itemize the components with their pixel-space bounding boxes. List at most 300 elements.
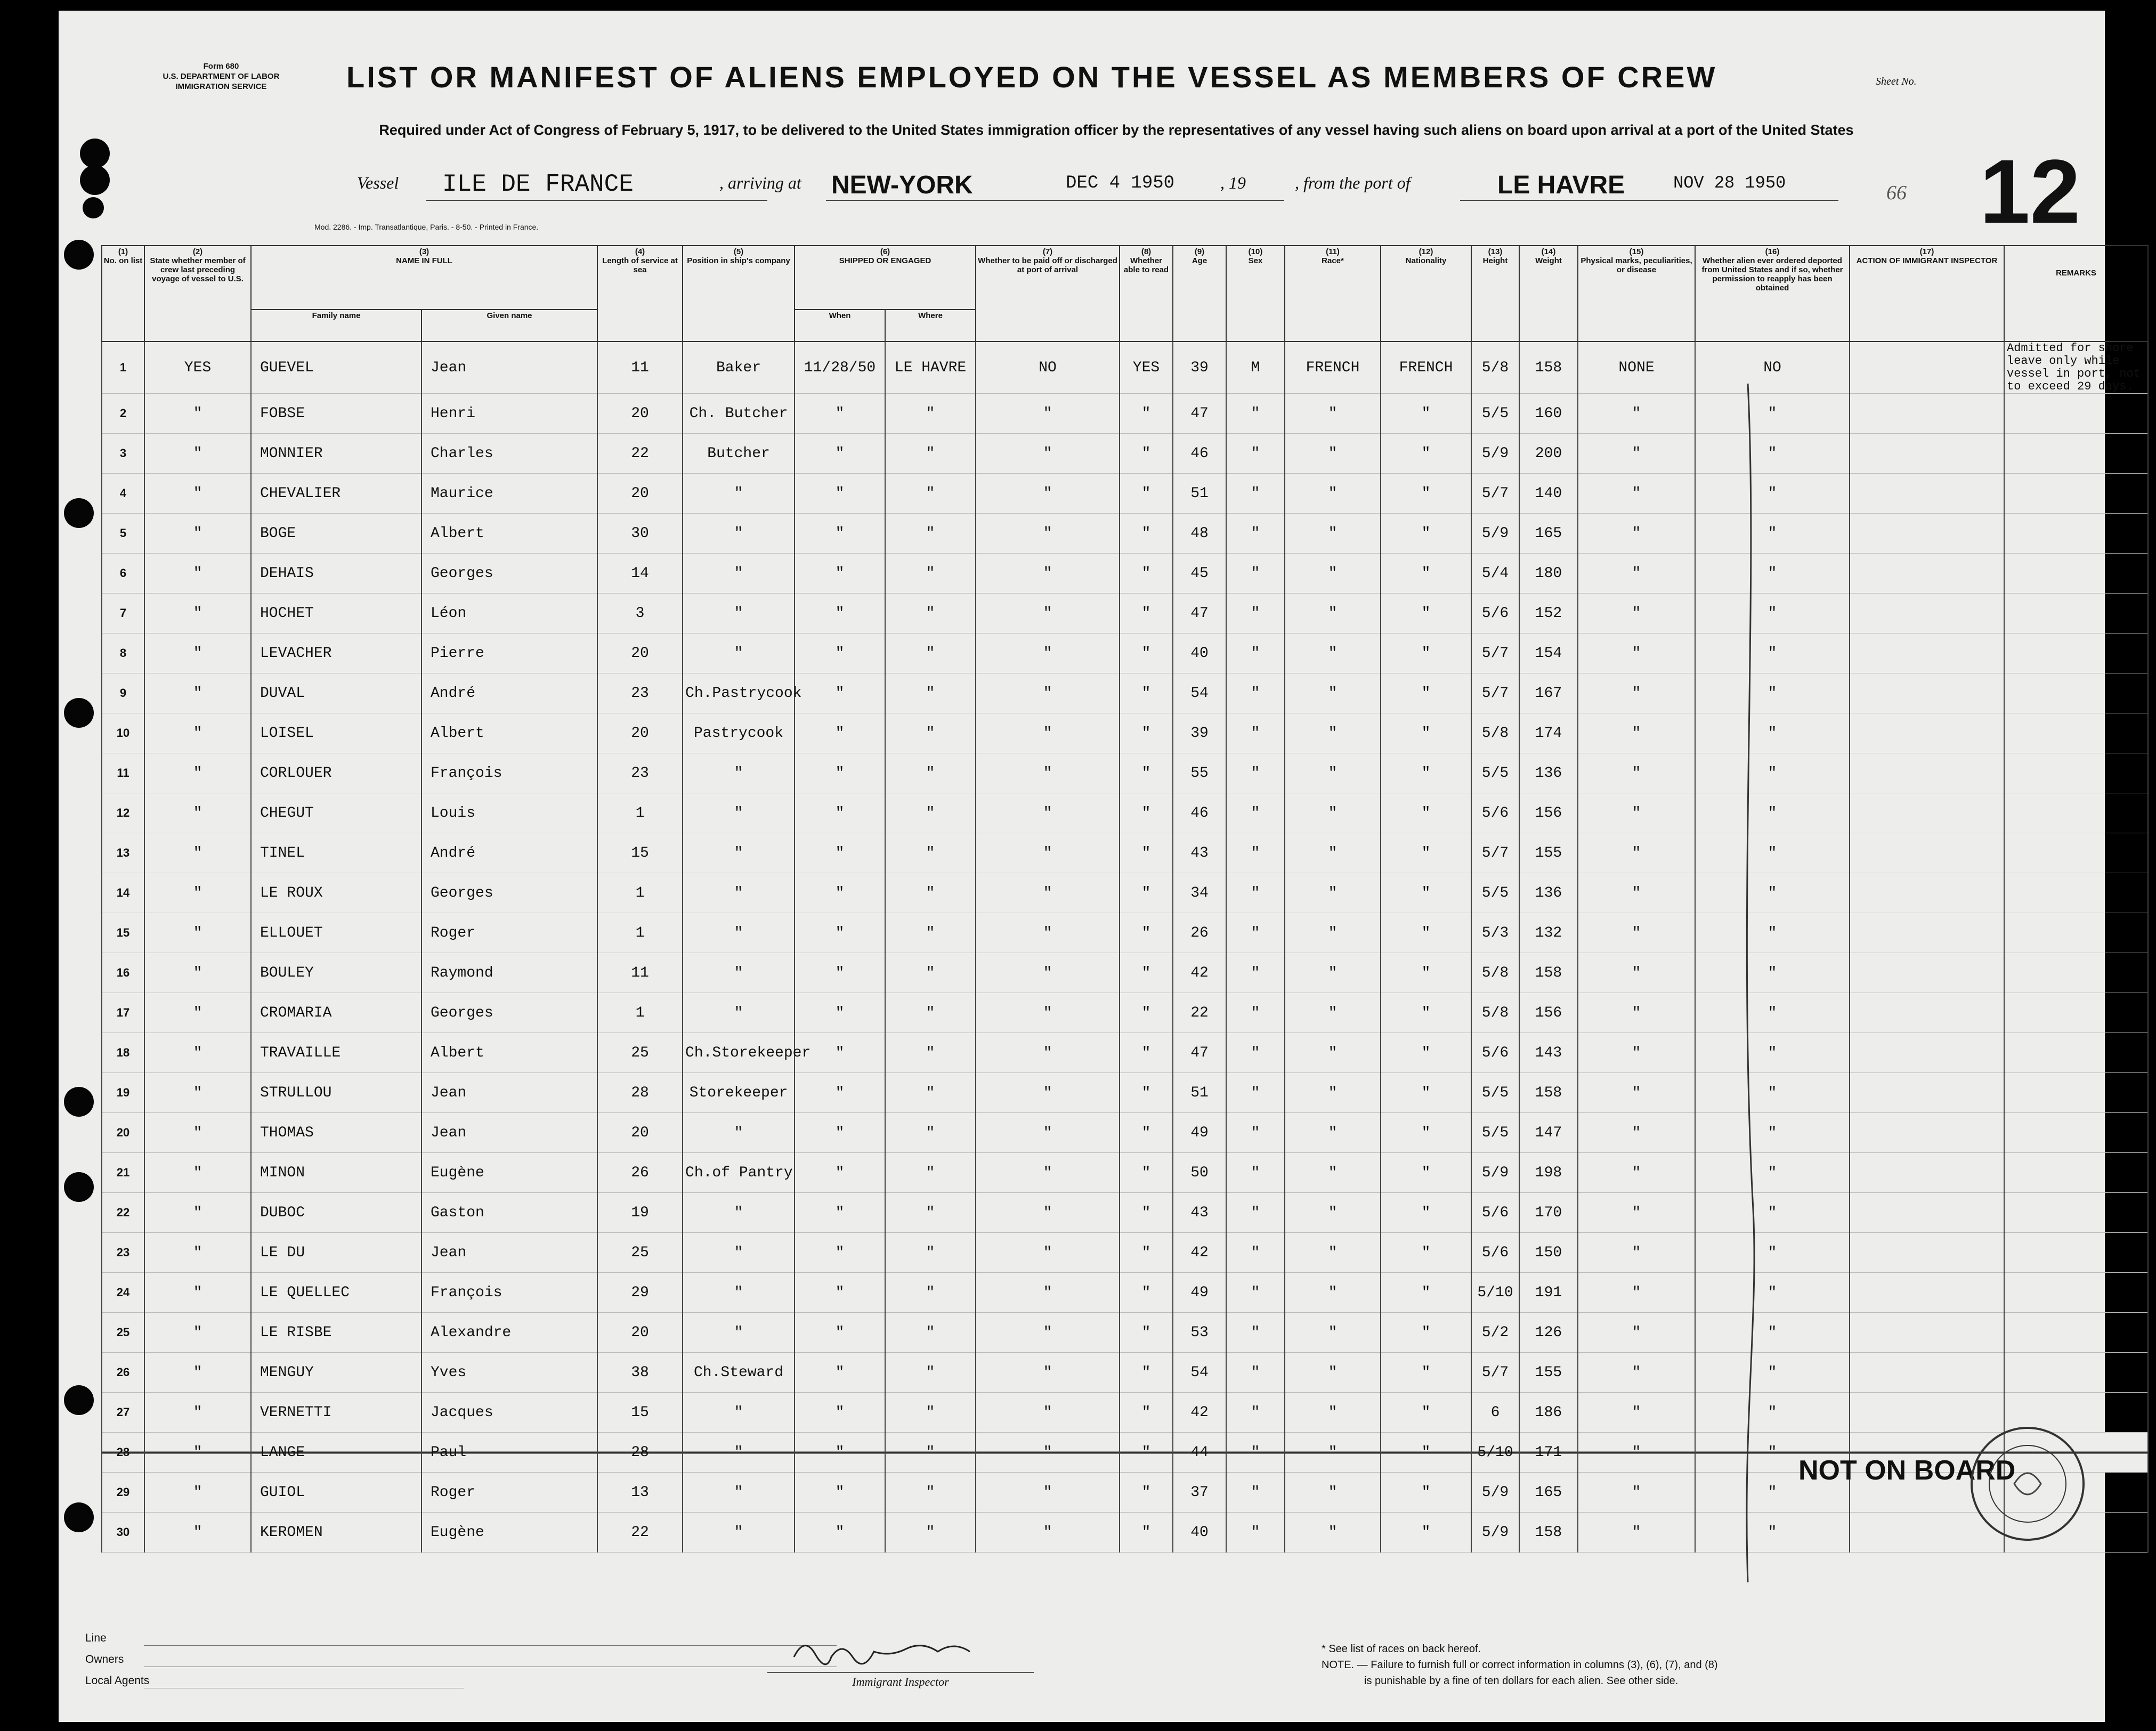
row-number-cell: 19 (102, 1073, 144, 1113)
age-cell: 22 (1173, 993, 1226, 1033)
nationality-cell: " (1381, 1233, 1471, 1273)
sub-header: Family name (251, 310, 422, 342)
race-cell: " (1285, 793, 1381, 833)
shipped-where-cell: " (885, 953, 976, 993)
able-to-read-cell: " (1120, 793, 1173, 833)
weight-cell: 158 (1519, 1513, 1578, 1553)
service-length-cell: 11 (597, 342, 683, 394)
age-cell: 40 (1173, 1513, 1226, 1553)
row-number-cell: 12 (102, 793, 144, 833)
weight-cell: 154 (1519, 633, 1578, 673)
able-to-read-cell: " (1120, 1313, 1173, 1353)
position-cell: " (683, 1193, 795, 1233)
inspector-action-cell (1850, 873, 2004, 913)
shipped-where-cell: " (885, 1433, 976, 1473)
given-name-cell: Louis (422, 793, 597, 833)
shipped-when-cell: " (795, 953, 885, 993)
prev-voyage-cell: " (144, 873, 251, 913)
sex-cell: " (1226, 1473, 1285, 1513)
sex-cell: " (1226, 993, 1285, 1033)
family-name-cell: KEROMEN (251, 1513, 422, 1553)
col-header: (16) Whether alien ever ordered deported from United States and if so, whether permission to reapply has been obtained (1695, 246, 1850, 342)
shipped-where-cell: " (885, 1193, 976, 1233)
nationality-cell: " (1381, 1313, 1471, 1353)
manifest-sheet (59, 11, 2141, 1722)
paid-off-cell: " (976, 793, 1120, 833)
nationality-cell: " (1381, 913, 1471, 953)
nationality-cell: " (1381, 1473, 1471, 1513)
position-cell: " (683, 1473, 795, 1513)
age-cell: 54 (1173, 1353, 1226, 1393)
service-length-cell: 26 (597, 1153, 683, 1193)
paid-off-cell: " (976, 1073, 1120, 1113)
service-length-cell: 28 (597, 1433, 683, 1473)
nationality-cell: " (1381, 1113, 1471, 1153)
table-row (102, 514, 2148, 554)
able-to-read-cell: " (1120, 913, 1173, 953)
given-name-cell: Albert (422, 713, 597, 753)
service-length-cell: 3 (597, 594, 683, 633)
physical-marks-cell: " (1578, 673, 1695, 713)
sex-cell: " (1226, 1113, 1285, 1153)
service-length-cell: 15 (597, 1393, 683, 1433)
remarks-cell (2004, 993, 2148, 1033)
race-cell: " (1285, 1073, 1381, 1113)
vessel-name: ILE DE FRANCE (442, 170, 634, 198)
remarks-cell (2004, 554, 2148, 594)
position-cell: Baker (683, 342, 795, 394)
nationality-cell: " (1381, 514, 1471, 554)
sex-cell: " (1226, 713, 1285, 753)
deported-cell: " (1695, 793, 1850, 833)
able-to-read-cell: " (1120, 1153, 1173, 1193)
table-row (102, 342, 2148, 394)
nationality-cell: " (1381, 833, 1471, 873)
family-name-cell: LE ROUX (251, 873, 422, 913)
weight-cell: 160 (1519, 394, 1578, 434)
position-cell: " (683, 1313, 795, 1353)
paid-off-cell: " (976, 1353, 1120, 1393)
service-length-cell: 20 (597, 1313, 683, 1353)
table-row (102, 1073, 2148, 1113)
col-header: (4) Length of service at sea (597, 246, 683, 342)
remarks-cell (2004, 753, 2148, 793)
race-cell: " (1285, 1033, 1381, 1073)
able-to-read-cell: " (1120, 713, 1173, 753)
remarks-cell (2004, 633, 2148, 673)
weight-cell: 150 (1519, 1233, 1578, 1273)
row-number-cell: 21 (102, 1153, 144, 1193)
sex-cell: " (1226, 394, 1285, 434)
weight-cell: 180 (1519, 554, 1578, 594)
age-cell: 37 (1173, 1473, 1226, 1513)
height-cell: 5/5 (1471, 394, 1519, 434)
weight-cell: 132 (1519, 913, 1578, 953)
table-row (102, 873, 2148, 913)
service-length-cell: 13 (597, 1473, 683, 1513)
prev-voyage-cell: " (144, 1313, 251, 1353)
deported-cell: " (1695, 1473, 1850, 1513)
col-header: (12) Nationality (1381, 246, 1471, 342)
shipped-where-cell: " (885, 633, 976, 673)
given-name-cell: Albert (422, 1033, 597, 1073)
remarks-cell (2004, 833, 2148, 873)
paid-off-cell: " (976, 474, 1120, 514)
nationality-cell: " (1381, 993, 1471, 1033)
col-header: (6) SHIPPED OR ENGAGED (795, 246, 976, 310)
family-name-cell: TINEL (251, 833, 422, 873)
shipped-where-cell: " (885, 913, 976, 953)
table-row (102, 793, 2148, 833)
form-info (149, 61, 293, 92)
able-to-read-cell: " (1120, 514, 1173, 554)
age-cell: 54 (1173, 673, 1226, 713)
row-number-cell: 2 (102, 394, 144, 434)
family-name-cell: LE DU (251, 1233, 422, 1273)
physical-marks-cell: " (1578, 554, 1695, 594)
table-row (102, 474, 2148, 514)
race-cell: " (1285, 753, 1381, 793)
remarks-cell (2004, 474, 2148, 514)
inspector-action-cell (1850, 913, 2004, 953)
sex-cell: " (1226, 554, 1285, 594)
shipped-when-cell: " (795, 633, 885, 673)
service-length-cell: 22 (597, 1513, 683, 1553)
shipped-when-cell: " (795, 1233, 885, 1273)
family-name-cell: LEVACHER (251, 633, 422, 673)
row-number-cell: 20 (102, 1113, 144, 1153)
row-number-cell: 9 (102, 673, 144, 713)
prev-voyage-cell: " (144, 1473, 251, 1513)
able-to-read-cell: " (1120, 394, 1173, 434)
service-length-cell: 20 (597, 1113, 683, 1153)
remarks-cell (2004, 514, 2148, 554)
inspector-action-cell (1850, 342, 2004, 394)
family-name-cell: GUEVEL (251, 342, 422, 394)
given-name-cell: Jean (422, 1233, 597, 1273)
physical-marks-cell: " (1578, 713, 1695, 753)
sex-cell: " (1226, 1033, 1285, 1073)
family-name-cell: MINON (251, 1153, 422, 1193)
remarks-cell (2004, 434, 2148, 474)
inspector-action-cell (1850, 514, 2004, 554)
service-length-cell: 19 (597, 1193, 683, 1233)
paid-off-cell: " (976, 873, 1120, 913)
prev-voyage-cell: " (144, 953, 251, 993)
physical-marks-cell: " (1578, 1033, 1695, 1073)
deported-cell: " (1695, 873, 1850, 913)
paid-off-cell: " (976, 434, 1120, 474)
weight-cell: 165 (1519, 514, 1578, 554)
position-cell: " (683, 793, 795, 833)
table-row (102, 673, 2148, 713)
height-cell: 5/7 (1471, 673, 1519, 713)
deported-cell: " (1695, 1073, 1850, 1113)
deported-cell: " (1695, 434, 1850, 474)
given-name-cell: Henri (422, 394, 597, 434)
shipped-where-cell: " (885, 1233, 976, 1273)
age-cell: 43 (1173, 1193, 1226, 1233)
table-row (102, 434, 2148, 474)
row-number-cell: 24 (102, 1273, 144, 1313)
given-name-cell: Raymond (422, 953, 597, 993)
deported-cell: " (1695, 1513, 1850, 1553)
col-header: (8) Whether able to read (1120, 246, 1173, 342)
age-cell: 47 (1173, 594, 1226, 633)
given-name-cell: Georges (422, 554, 597, 594)
inspector-action-cell (1850, 993, 2004, 1033)
able-to-read-cell: " (1120, 633, 1173, 673)
given-name-cell: Gaston (422, 1193, 597, 1233)
shipped-where-cell: " (885, 1153, 976, 1193)
height-cell: 5/4 (1471, 554, 1519, 594)
position-cell: " (683, 514, 795, 554)
row-number-cell: 15 (102, 913, 144, 953)
weight-cell: 140 (1519, 474, 1578, 514)
race-cell: " (1285, 514, 1381, 554)
col-header: (14) Weight (1519, 246, 1578, 342)
row-number-cell: 26 (102, 1353, 144, 1393)
sex-cell: " (1226, 793, 1285, 833)
sex-cell: " (1226, 873, 1285, 913)
prev-voyage-cell: " (144, 1513, 251, 1553)
service-length-cell: 20 (597, 633, 683, 673)
position-cell: Butcher (683, 434, 795, 474)
deported-cell: " (1695, 514, 1850, 554)
position-cell: " (683, 873, 795, 913)
family-name-cell: STRULLOU (251, 1073, 422, 1113)
sheet-no-label: Sheet No. (1876, 76, 1917, 87)
height-cell: 5/5 (1471, 753, 1519, 793)
weight-cell: 147 (1519, 1113, 1578, 1153)
deported-cell: " (1695, 753, 1850, 793)
age-cell: 45 (1173, 554, 1226, 594)
weight-cell: 186 (1519, 1393, 1578, 1433)
sex-cell: M (1226, 342, 1285, 394)
table-row (102, 1273, 2148, 1313)
col-header: (3) NAME IN FULL (251, 246, 597, 310)
col-header: (13) Height (1471, 246, 1519, 342)
nationality-cell: " (1381, 394, 1471, 434)
race-cell: " (1285, 673, 1381, 713)
height-cell: 5/6 (1471, 1193, 1519, 1233)
deported-cell: " (1695, 1033, 1850, 1073)
row-number-cell: 8 (102, 633, 144, 673)
col-header: (2) State whether member of crew last preceding voyage of vessel to U.S. (144, 246, 251, 342)
row-number-cell: 7 (102, 594, 144, 633)
inspector-action-cell (1850, 753, 2004, 793)
race-cell: " (1285, 394, 1381, 434)
nationality-cell: " (1381, 1393, 1471, 1433)
given-name-cell: Roger (422, 1473, 597, 1513)
col-header: (5) Position in ship's company (683, 246, 795, 342)
prev-voyage-cell: " (144, 434, 251, 474)
position-cell: " (683, 554, 795, 594)
race-cell: " (1285, 594, 1381, 633)
year-label: , 19 (1220, 173, 1246, 192)
service-length-cell: 1 (597, 793, 683, 833)
race-cell: " (1285, 474, 1381, 514)
row-number-cell: 16 (102, 953, 144, 993)
race-cell: " (1285, 1473, 1381, 1513)
family-name-cell: CHEVALIER (251, 474, 422, 514)
table-row (102, 993, 2148, 1033)
position-cell: " (683, 633, 795, 673)
paid-off-cell: " (976, 1273, 1120, 1313)
deported-cell: " (1695, 1113, 1850, 1153)
sex-cell: " (1226, 514, 1285, 554)
col-header: (10) Sex (1226, 246, 1285, 342)
shipped-when-cell: " (795, 673, 885, 713)
nationality-cell: " (1381, 474, 1471, 514)
position-cell: " (683, 913, 795, 953)
deported-cell: " (1695, 913, 1850, 953)
shipped-when-cell: " (795, 394, 885, 434)
shipped-where-cell: " (885, 713, 976, 753)
able-to-read-cell: " (1120, 833, 1173, 873)
service-length-cell: 28 (597, 1073, 683, 1113)
age-cell: 51 (1173, 1073, 1226, 1113)
weight-cell: 158 (1519, 342, 1578, 394)
weight-cell: 191 (1519, 1273, 1578, 1313)
paid-off-cell: " (976, 1313, 1120, 1353)
nationality-cell: " (1381, 1273, 1471, 1313)
inspector-action-cell (1850, 394, 2004, 434)
shipped-where-cell: " (885, 1273, 976, 1313)
remarks-cell (2004, 713, 2148, 753)
race-cell: " (1285, 1393, 1381, 1433)
weight-cell: 143 (1519, 1033, 1578, 1073)
row-number-cell: 13 (102, 833, 144, 873)
family-name-cell: GUIOL (251, 1473, 422, 1513)
shipped-when-cell: " (795, 594, 885, 633)
from-label: , from the port of (1295, 173, 1411, 192)
prev-voyage-cell: " (144, 793, 251, 833)
position-cell: Ch.Steward (683, 1353, 795, 1393)
able-to-read-cell: " (1120, 1353, 1173, 1393)
position-cell: " (683, 1393, 795, 1433)
inspector-action-cell (1850, 474, 2004, 514)
inspector-action-cell (1850, 1193, 2004, 1233)
able-to-read-cell: YES (1120, 342, 1173, 394)
shipped-where-cell: " (885, 1073, 976, 1113)
physical-marks-cell: " (1578, 394, 1695, 434)
punch-hole (64, 240, 94, 270)
paid-off-cell: " (976, 594, 1120, 633)
deported-cell: " (1695, 673, 1850, 713)
deported-cell: " (1695, 833, 1850, 873)
physical-marks-cell: " (1578, 1073, 1695, 1113)
nationality-cell: " (1381, 673, 1471, 713)
position-cell: " (683, 1233, 795, 1273)
inspector-action-cell (1850, 713, 2004, 753)
remarks-cell (2004, 1113, 2148, 1153)
shipped-where-cell: " (885, 1473, 976, 1513)
sheet-number: 12 (1980, 141, 2081, 242)
prev-voyage-cell: " (144, 1393, 251, 1433)
service-length-cell: 1 (597, 913, 683, 953)
given-name-cell: Albert (422, 514, 597, 554)
row-number-cell: 29 (102, 1473, 144, 1513)
height-cell: 5/10 (1471, 1433, 1519, 1473)
height-cell: 5/5 (1471, 873, 1519, 913)
deported-cell: " (1695, 713, 1850, 753)
shipped-when-cell: " (795, 1193, 885, 1233)
sex-cell: " (1226, 1193, 1285, 1233)
physical-marks-cell: " (1578, 1233, 1695, 1273)
remarks-cell (2004, 1273, 2148, 1313)
position-cell: " (683, 594, 795, 633)
physical-marks-cell: " (1578, 1113, 1695, 1153)
remarks-cell (2004, 1233, 2148, 1273)
race-cell: " (1285, 1113, 1381, 1153)
row-number-cell: 3 (102, 434, 144, 474)
sex-cell: " (1226, 833, 1285, 873)
prev-voyage-cell: " (144, 1233, 251, 1273)
inspector-action-cell (1850, 1233, 2004, 1273)
height-cell: 5/5 (1471, 1073, 1519, 1113)
nationality-cell: " (1381, 1193, 1471, 1233)
col-header: (9) Age (1173, 246, 1226, 342)
shipped-when-cell: " (795, 1353, 885, 1393)
shipped-when-cell: " (795, 1073, 885, 1113)
physical-marks-cell: NONE (1578, 342, 1695, 394)
family-name-cell: HOCHET (251, 594, 422, 633)
family-name-cell: LE QUELLEC (251, 1273, 422, 1313)
table-row (102, 1193, 2148, 1233)
inspector-action-cell (1850, 554, 2004, 594)
sex-cell: " (1226, 1393, 1285, 1433)
shipped-when-cell: " (795, 793, 885, 833)
family-name-cell: LANGE (251, 1433, 422, 1473)
remarks-cell (2004, 1193, 2148, 1233)
shipped-when-cell: " (795, 514, 885, 554)
number-66: 66 (1886, 182, 1907, 204)
position-cell: Ch. Butcher (683, 394, 795, 434)
table-row (102, 394, 2148, 434)
shipped-when-cell: " (795, 1513, 885, 1553)
prev-voyage-cell: " (144, 833, 251, 873)
nationality-cell: " (1381, 1033, 1471, 1073)
punch-hole (80, 165, 110, 195)
service-length-cell: 15 (597, 833, 683, 873)
row-number-cell: 23 (102, 1233, 144, 1273)
prev-voyage-cell: " (144, 993, 251, 1033)
physical-marks-cell: " (1578, 514, 1695, 554)
able-to-read-cell: " (1120, 753, 1173, 793)
table-row (102, 753, 2148, 793)
age-cell: 43 (1173, 833, 1226, 873)
race-cell: " (1285, 913, 1381, 953)
row-number-cell: 17 (102, 993, 144, 1033)
shipped-when-cell: " (795, 1273, 885, 1313)
prev-voyage-cell: " (144, 554, 251, 594)
age-cell: 42 (1173, 1393, 1226, 1433)
race-cell: " (1285, 1233, 1381, 1273)
given-name-cell: Yves (422, 1353, 597, 1393)
weight-cell: 165 (1519, 1473, 1578, 1513)
sex-cell: " (1226, 953, 1285, 993)
prev-voyage-cell: " (144, 1033, 251, 1073)
family-name-cell: BOGE (251, 514, 422, 554)
family-name-cell: LOISEL (251, 713, 422, 753)
shipped-where-cell: " (885, 554, 976, 594)
age-cell: 47 (1173, 394, 1226, 434)
shipped-when-cell: " (795, 753, 885, 793)
table-row (102, 1513, 2148, 1553)
table-row (102, 953, 2148, 993)
nationality-cell: " (1381, 753, 1471, 793)
